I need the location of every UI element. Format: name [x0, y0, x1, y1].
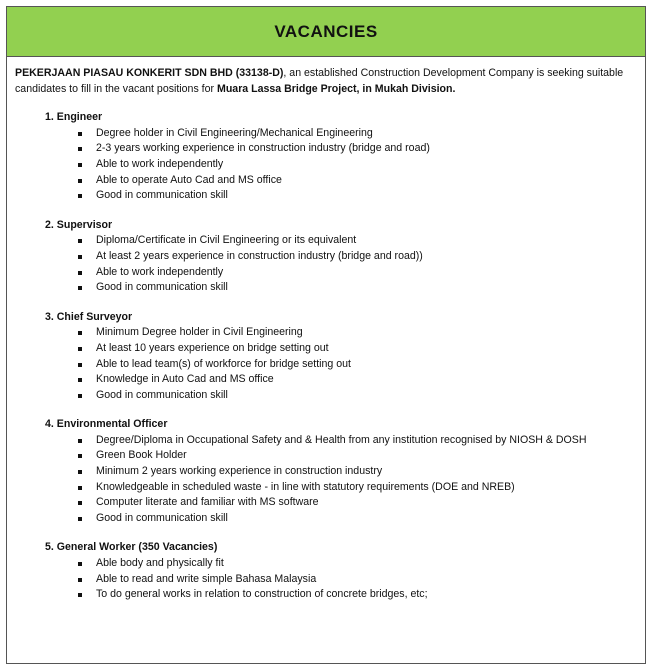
list-item: [15, 280, 637, 296]
bullet-icon: [78, 239, 82, 243]
position-title: 2. Supervisor: [45, 218, 113, 231]
list-item: [15, 325, 637, 341]
page-title: VACANCIES: [274, 21, 378, 41]
list-item: [15, 249, 637, 265]
intro-paragraph: [15, 66, 637, 97]
list-item: [15, 448, 637, 464]
requirement-text: Degree/Diploma in Occupational Safety and & Health from any institution recognised by NIOSH & DOSH: [96, 433, 587, 446]
requirement-text: Good in communication skill: [96, 388, 228, 401]
position-engineer: [15, 110, 637, 204]
requirement-text: Knowledgeable in scheduled waste - in line with statutory requirements (DOE and NREB): [96, 480, 515, 493]
bullet-icon: [78, 501, 82, 505]
requirement-text: Good in communication skill: [96, 511, 228, 524]
requirement-text: Good in communication skill: [96, 189, 228, 202]
bullet-icon: [78, 517, 82, 521]
requirement-text: Good in communication skill: [96, 281, 228, 294]
requirement-text: Minimum 2 years working experience in construction industry: [96, 465, 383, 478]
position-chief-surveyor: [15, 310, 637, 404]
list-item: [15, 188, 637, 204]
list-item: [15, 572, 637, 588]
requirements-list: [15, 433, 637, 527]
list-item: [15, 433, 637, 449]
list-item: [15, 372, 637, 388]
bullet-icon: [78, 470, 82, 474]
list-item: [15, 388, 637, 404]
header-banner: [7, 7, 645, 57]
bullet-icon: [78, 132, 82, 136]
bullet-icon: [78, 194, 82, 198]
position-supervisor: [15, 218, 637, 296]
requirement-text: Able to work independently: [96, 265, 224, 278]
project-name: Muara Lassa Bridge Project, in Mukah Division.: [217, 82, 456, 95]
list-item: [15, 587, 637, 603]
bullet-icon: [78, 454, 82, 458]
bullet-icon: [78, 562, 82, 566]
vacancies-document: [6, 6, 646, 664]
position-general-worker: [15, 540, 637, 602]
requirement-text: Able to operate Auto Cad and MS office: [96, 173, 282, 186]
bullet-icon: [78, 163, 82, 167]
position-title: 4. Environmental Officer: [45, 418, 168, 431]
position-title: 1. Engineer: [45, 111, 103, 124]
bullet-icon: [78, 286, 82, 290]
requirement-text: Computer literate and familiar with MS software: [96, 496, 319, 509]
requirement-text: Green Book Holder: [96, 449, 187, 462]
list-item: [15, 495, 637, 511]
bullet-icon: [78, 331, 82, 335]
company-name: PEKERJAAN PIASAU KONKERIT SDN BHD (33138-D): [15, 67, 284, 79]
list-item: [15, 265, 637, 281]
list-item: [15, 556, 637, 572]
bullet-icon: [78, 486, 82, 490]
bullet-icon: [78, 578, 82, 582]
bullet-icon: [78, 593, 82, 597]
requirements-list: [15, 325, 637, 403]
bullet-icon: [78, 347, 82, 351]
list-item: [15, 357, 637, 373]
requirement-text: Able to read and write simple Bahasa Malaysia: [96, 572, 317, 585]
bullet-icon: [78, 363, 82, 367]
requirement-text: At least 10 years experience on bridge setting out: [96, 341, 329, 354]
list-item: [15, 141, 637, 157]
requirement-text: Able to lead team(s) of workforce for bridge setting out: [96, 357, 351, 370]
requirements-list: [15, 556, 637, 603]
position-title: 5. General Worker (350 Vacancies): [45, 541, 218, 554]
list-item: [15, 480, 637, 496]
list-item: [15, 126, 637, 142]
requirement-text: Minimum Degree holder in Civil Engineering: [96, 326, 303, 339]
bullet-icon: [78, 439, 82, 443]
requirements-list: [15, 233, 637, 295]
requirement-text: Able body and physically fit: [96, 557, 224, 570]
list-item: [15, 511, 637, 527]
position-title: 3. Chief Surveyor: [45, 310, 133, 323]
list-item: [15, 157, 637, 173]
list-item: [15, 233, 637, 249]
list-item: [15, 341, 637, 357]
bullet-icon: [78, 271, 82, 275]
bullet-icon: [78, 394, 82, 398]
list-item: [15, 464, 637, 480]
bullet-icon: [78, 147, 82, 151]
bullet-icon: [78, 378, 82, 382]
position-environmental-officer: [15, 417, 637, 526]
requirement-text: Diploma/Certificate in Civil Engineering or its equivalent: [96, 234, 357, 247]
requirement-text: Degree holder in Civil Engineering/Mechanical Engineering: [96, 126, 373, 139]
requirement-text: 2-3 years working experience in construction industry (bridge and road): [96, 142, 430, 155]
requirement-text: Knowledge in Auto Cad and MS office: [96, 373, 274, 386]
requirement-text: At least 2 years experience in construction industry (bridge and road)): [96, 249, 423, 262]
requirement-text: To do general works in relation to construction of concrete bridges, etc;: [96, 588, 428, 601]
requirement-text: Able to work independently: [96, 157, 224, 170]
document-body: [15, 66, 637, 617]
list-item: [15, 173, 637, 189]
bullet-icon: [78, 179, 82, 183]
bullet-icon: [78, 255, 82, 259]
intro-text: , an established Construction Development Company is seeking suitable candidates to fill in the vacant positions for: [15, 67, 624, 95]
requirements-list: [15, 126, 637, 204]
